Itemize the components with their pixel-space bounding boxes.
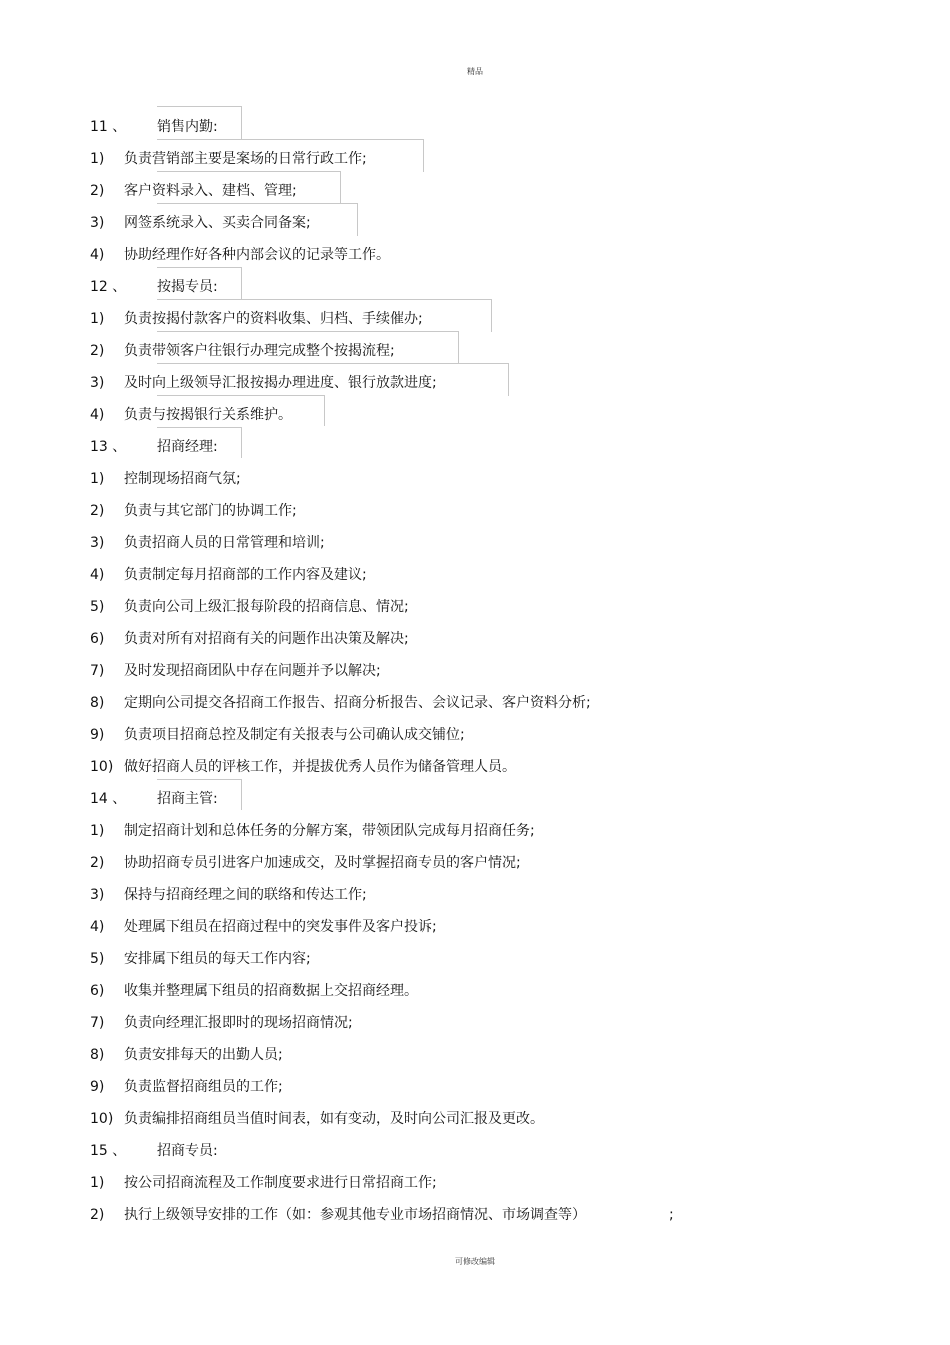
list-item-number: 1)	[90, 1175, 105, 1191]
list-item-number: 3)	[90, 535, 105, 551]
section-title: 销售内勤:	[157, 119, 218, 135]
list-item-number: 4)	[90, 567, 105, 583]
list-item-tail: ;	[669, 1207, 674, 1223]
list-item-text: 安排属下组员的每天工作内容;	[124, 951, 311, 967]
list-item-text: 收集并整理属下组员的招商数据上交招商经理。	[124, 983, 418, 999]
list-item-text: 负责带领客户往银行办理完成整个按揭流程;	[124, 343, 395, 359]
list-item-text: 负责向公司上级汇报每阶段的招商信息、情况;	[124, 599, 409, 615]
list-item-number: 3)	[90, 375, 105, 391]
list-item-text: 负责招商人员的日常管理和培训;	[124, 535, 325, 551]
list-item-number: 9)	[90, 1079, 105, 1095]
section-title: 招商经理:	[157, 439, 218, 455]
section-title: 招商专员:	[157, 1143, 218, 1159]
section-number: 12 、	[90, 279, 127, 295]
list-item-text: 按公司招商流程及工作制度要求进行日常招商工作;	[124, 1175, 437, 1191]
list-item-number: 5)	[90, 951, 105, 967]
list-item-number: 6)	[90, 983, 105, 999]
list-item-text: 负责编排招商组员当值时间表，如有变动，及时向公司汇报及更改。	[124, 1111, 544, 1127]
list-item-number: 10)	[90, 759, 114, 775]
list-item-number: 1)	[90, 823, 105, 839]
section-number: 14 、	[90, 791, 127, 807]
list-item-text: 负责与其它部门的协调工作;	[124, 503, 297, 519]
list-item-text: 协助经理作好各种内部会议的记录等工作。	[124, 247, 390, 263]
list-item-text: 保持与招商经理之间的联络和传达工作;	[124, 887, 367, 903]
list-item-text: 控制现场招商气氛;	[124, 471, 241, 487]
section-number: 13 、	[90, 439, 127, 455]
list-item-number: 7)	[90, 663, 105, 679]
section-title: 按揭专员:	[157, 279, 218, 295]
list-item-number: 2)	[90, 855, 105, 871]
list-item-text: 负责项目招商总控及制定有关报表与公司确认成交铺位;	[124, 727, 465, 743]
list-item-text: 负责营销部主要是案场的日常行政工作;	[124, 151, 367, 167]
section-number: 15 、	[90, 1143, 127, 1159]
list-item-number: 4)	[90, 919, 105, 935]
page-header: 精品	[467, 67, 483, 76]
list-item-text: 客户资料录入、建档、管理;	[124, 183, 297, 199]
list-item-number: 8)	[90, 1047, 105, 1063]
list-item-number: 6)	[90, 631, 105, 647]
list-item-number: 3)	[90, 215, 105, 231]
list-item-text: 负责向经理汇报即时的现场招商情况;	[124, 1015, 353, 1031]
list-item-text: 负责安排每天的出勤人员;	[124, 1047, 283, 1063]
list-item-text: 网签系统录入、买卖合同备案;	[124, 215, 311, 231]
list-item-number: 1)	[90, 471, 105, 487]
list-item-text: 处理属下组员在招商过程中的突发事件及客户投诉;	[124, 919, 437, 935]
list-item-text: 及时发现招商团队中存在问题并予以解决;	[124, 663, 381, 679]
list-item-number: 2)	[90, 503, 105, 519]
list-item-text: 负责对所有对招商有关的问题作出决策及解决;	[124, 631, 409, 647]
list-item-text: 负责制定每月招商部的工作内容及建议;	[124, 567, 367, 583]
list-item-text: 负责监督招商组员的工作;	[124, 1079, 283, 1095]
list-item-text: 及时向上级领导汇报按揭办理进度、银行放款进度;	[124, 375, 437, 391]
list-item-number: 4)	[90, 407, 105, 423]
list-item-number: 4)	[90, 247, 105, 263]
list-item-number: 2)	[90, 343, 105, 359]
section-number: 11 、	[90, 119, 127, 135]
list-item-number: 2)	[90, 1207, 105, 1223]
list-item-number: 2)	[90, 183, 105, 199]
list-item-number: 3)	[90, 887, 105, 903]
list-item-number: 9)	[90, 727, 105, 743]
list-item-text: 执行上级领导安排的工作（如：参观其他专业市场招商情况、市场调查等）	[124, 1207, 586, 1223]
list-item-text: 定期向公司提交各招商工作报告、招商分析报告、会议记录、客户资料分析;	[124, 695, 591, 711]
list-item-text: 负责按揭付款客户的资料收集、归档、手续催办;	[124, 311, 423, 327]
list-item-number: 1)	[90, 311, 105, 327]
list-item-text: 协助招商专员引进客户加速成交，及时掌握招商专员的客户情况;	[124, 855, 521, 871]
list-item-text: 制定招商计划和总体任务的分解方案，带领团队完成每月招商任务;	[124, 823, 535, 839]
list-item-number: 8)	[90, 695, 105, 711]
list-item-number: 10)	[90, 1111, 114, 1127]
list-item-number: 1)	[90, 151, 105, 167]
section-title: 招商主管:	[157, 791, 218, 807]
list-item-number: 7)	[90, 1015, 105, 1031]
list-item-number: 5)	[90, 599, 105, 615]
page-footer: 可修改编辑	[455, 1257, 495, 1266]
list-item-text: 负责与按揭银行关系维护。	[124, 407, 292, 423]
list-item-text: 做好招商人员的评核工作，并提拔优秀人员作为储备管理人员。	[124, 759, 516, 775]
